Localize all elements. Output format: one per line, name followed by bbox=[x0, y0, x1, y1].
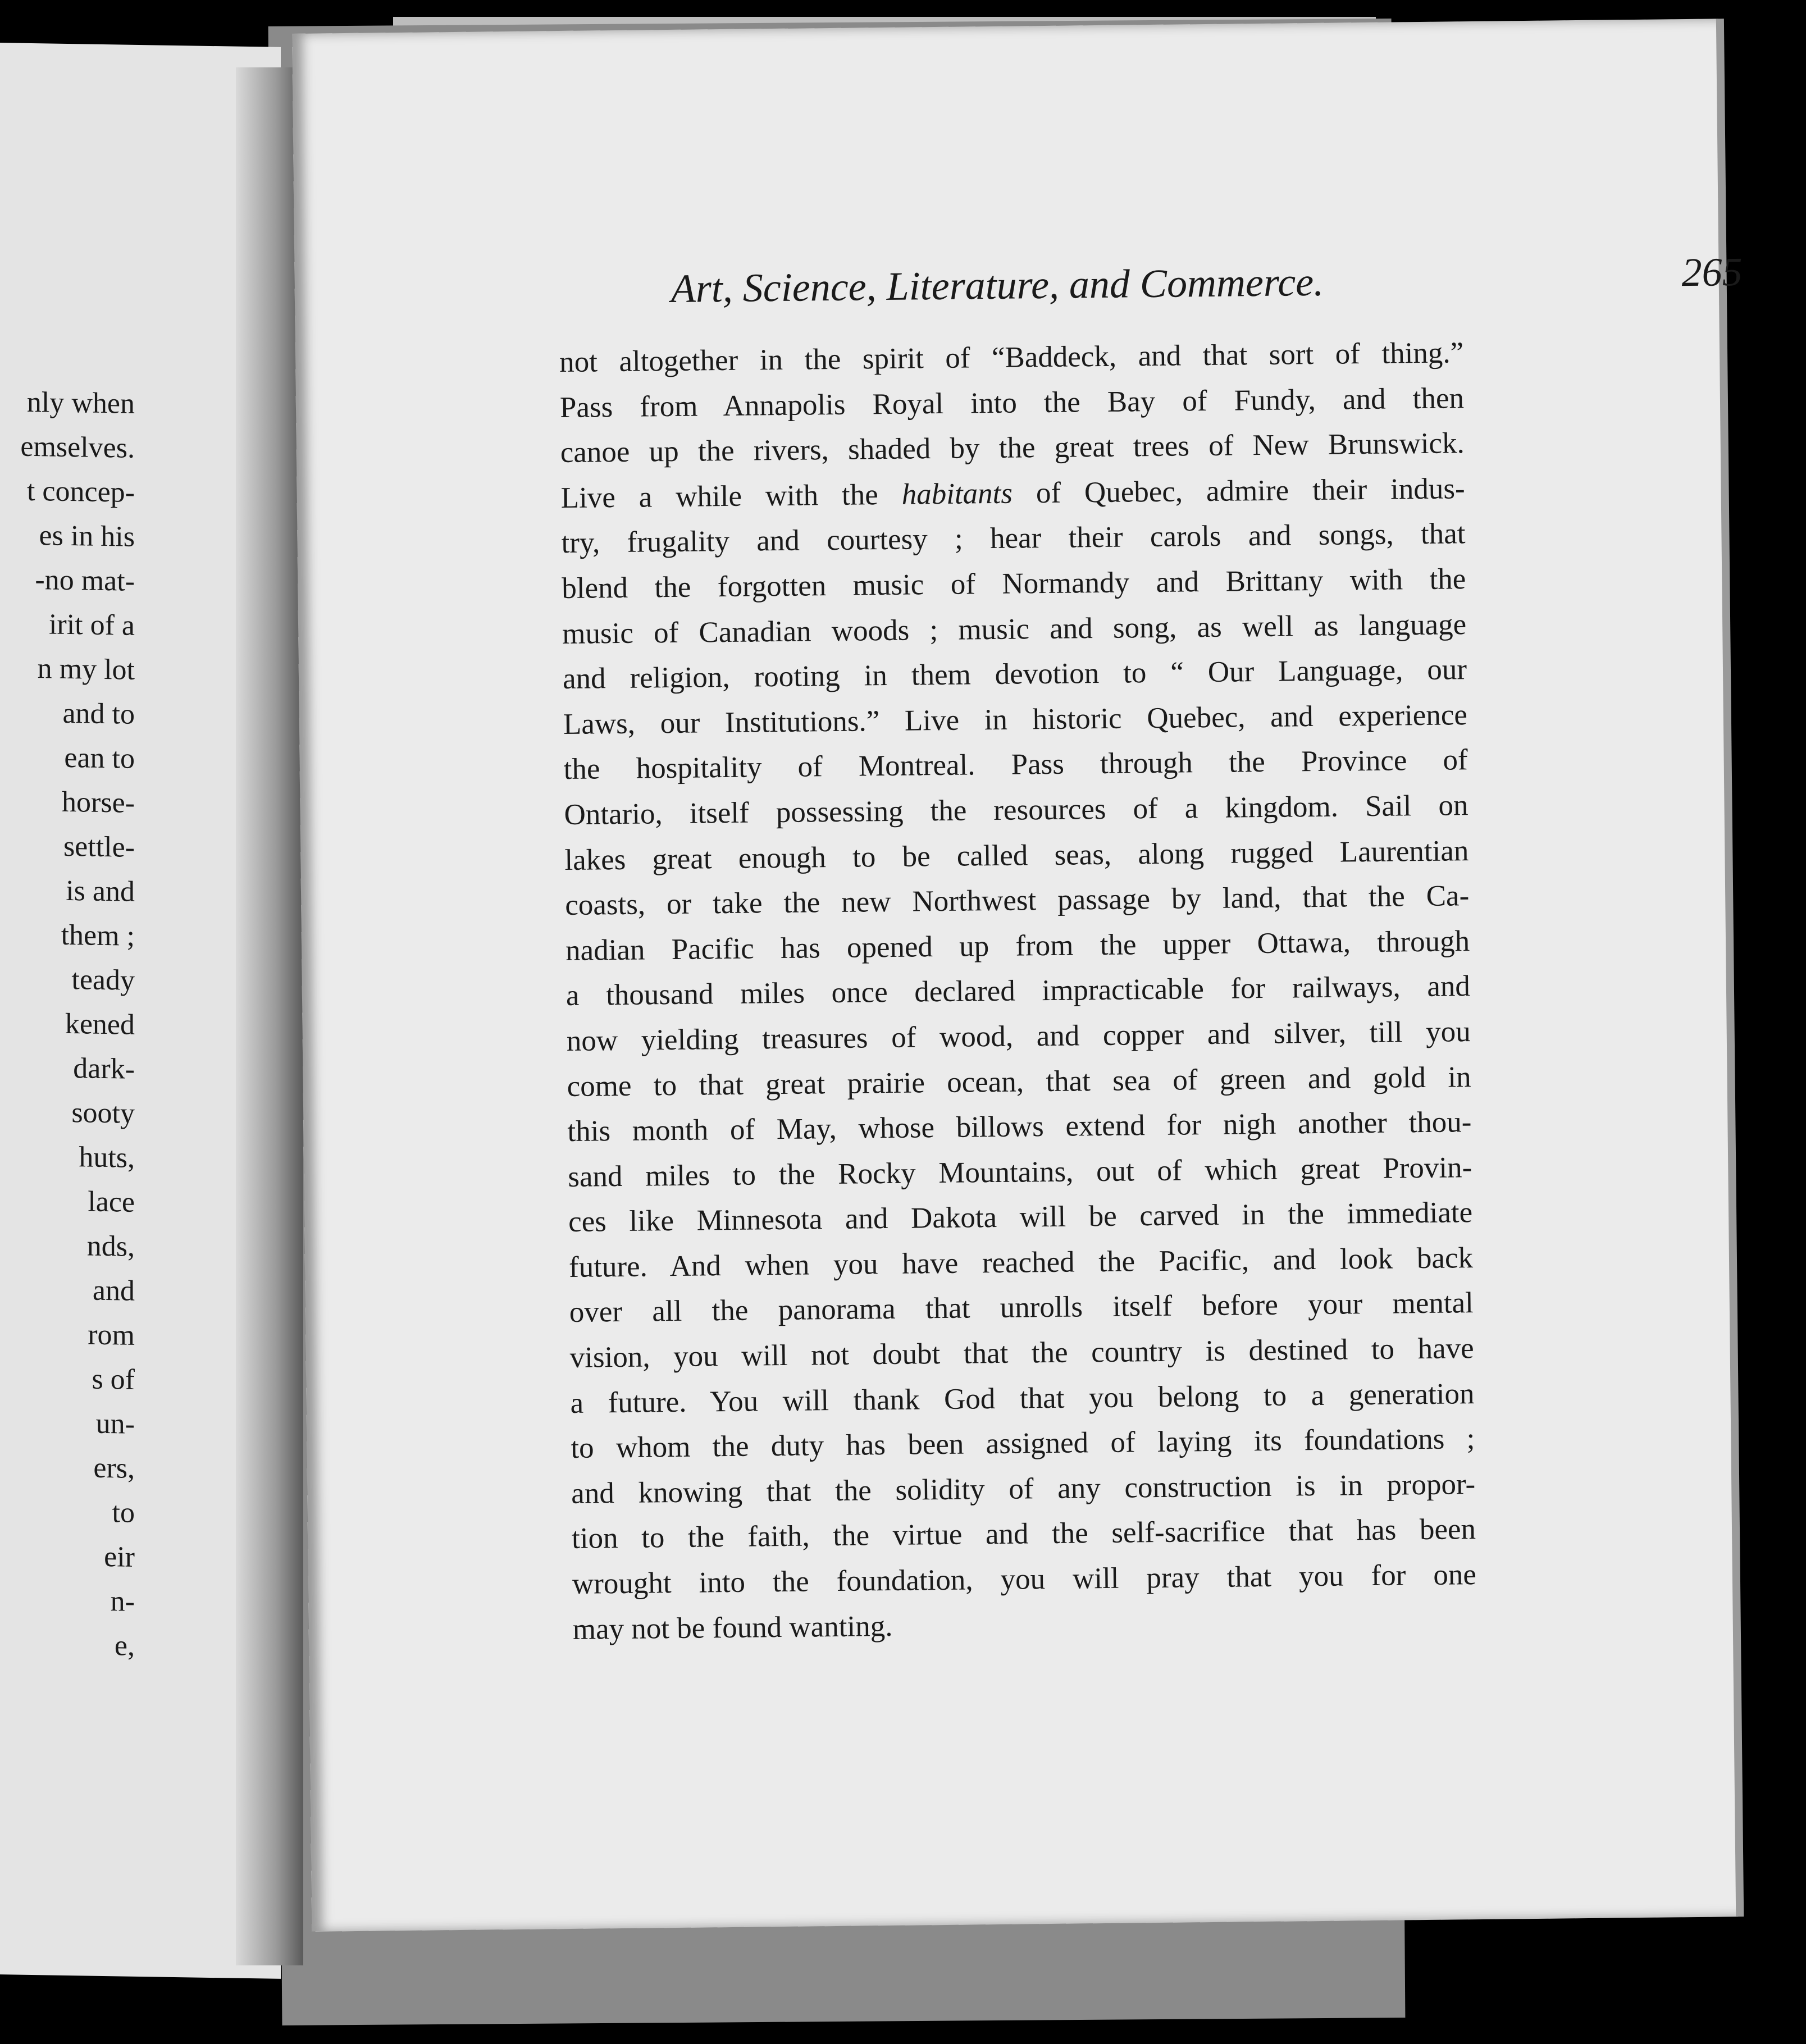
text-line: nadian Pacific has opened up from the upper Ottawa, through bbox=[565, 924, 1470, 967]
left-fragment: is and bbox=[66, 874, 135, 908]
left-fragment: e, bbox=[114, 1630, 135, 1662]
text-line: not altogether in the spirit of “Baddeck, and that sort of thing.” bbox=[559, 336, 1464, 379]
text-line: this month of May, whose billows extend for nigh another thou- bbox=[567, 1106, 1472, 1148]
left-fragment: nly when bbox=[26, 386, 135, 420]
text-line: try, frugality and courtesy ; hear their carols and songs, that bbox=[561, 517, 1466, 560]
left-fragment: un- bbox=[95, 1407, 135, 1440]
text-line: wrought into the foundation, you will pray that you for one bbox=[572, 1558, 1477, 1600]
right-page bbox=[292, 19, 1743, 1931]
text-run: Live a while with the bbox=[560, 478, 879, 514]
text-line: over all the panorama that unrolls itself before your mental bbox=[569, 1286, 1474, 1329]
left-page-text-fragments bbox=[0, 380, 135, 1668]
left-fragment: es in his bbox=[39, 519, 135, 553]
running-head bbox=[671, 249, 1743, 312]
text-line: a thousand miles once declared impracticable for railways, and bbox=[565, 970, 1471, 1012]
text-line: ces like Minnesota and Dakota will be carved in the immediate bbox=[568, 1196, 1473, 1239]
left-fragment: n my lot bbox=[37, 653, 135, 686]
left-fragment: kened bbox=[65, 1007, 135, 1041]
text-line: coasts, or take the new Northwest passage by land, that the Ca- bbox=[564, 879, 1470, 922]
left-fragment: nds, bbox=[86, 1230, 135, 1263]
italic-word: habitants bbox=[901, 477, 1013, 511]
text-line: tion to the faith, the virtue and the self-sacrifice that has been bbox=[571, 1513, 1476, 1555]
left-fragment: teady bbox=[71, 964, 135, 997]
left-fragment: ers, bbox=[93, 1452, 135, 1485]
left-fragment: and to bbox=[62, 697, 135, 731]
text-line: Ontario, itself possessing the resources of a kingdom. Sail on bbox=[564, 789, 1468, 831]
left-fragment: lace bbox=[88, 1185, 135, 1219]
text-line: a future. You will thank God that you belong to a generation bbox=[570, 1377, 1475, 1420]
text-line: Laws, our Institutions.” Live in historic Quebec, and experience bbox=[563, 698, 1468, 741]
text-run: of Quebec, admire their indus- bbox=[1036, 472, 1465, 509]
left-fragment: t concep- bbox=[26, 474, 135, 509]
left-fragment: them ; bbox=[61, 919, 135, 952]
text-line: sand miles to the Rocky Mountains, out of which great Provin- bbox=[568, 1151, 1472, 1193]
running-title: Art, Science, Literature, and Commerce. bbox=[671, 259, 1324, 311]
text-line: now yielding treasures of wood, and copper and silver, till you bbox=[566, 1015, 1471, 1057]
left-fragment: -no mat- bbox=[35, 564, 135, 597]
left-fragment: and bbox=[92, 1274, 135, 1307]
text-line: canoe up the rivers, shaded by the great trees of New Brunswick. bbox=[560, 427, 1465, 469]
left-fragment: n- bbox=[110, 1585, 135, 1618]
text-line: future. And when you have reached the Pacific, and look back bbox=[568, 1241, 1474, 1284]
text-line: to whom the duty has been assigned of laying its foundations ; bbox=[571, 1422, 1475, 1465]
left-fragment: huts, bbox=[79, 1141, 135, 1174]
left-fragment: emselves. bbox=[20, 430, 135, 464]
page-edge bbox=[1716, 19, 1744, 1917]
page-number: 265 bbox=[1681, 249, 1743, 295]
text-line: the hospitality of Montreal. Pass through the Province of bbox=[563, 743, 1468, 786]
left-fragment: sooty bbox=[71, 1097, 135, 1130]
text-line: come to that great prairie ocean, that sea of green and gold in bbox=[567, 1060, 1471, 1103]
left-fragment: to bbox=[112, 1496, 135, 1529]
text-line: vision, you will not doubt that the country is destined to have bbox=[569, 1332, 1474, 1375]
left-fragment: rom bbox=[88, 1318, 135, 1352]
text-line: lakes great enough to be called seas, along rugged Laurentian bbox=[564, 834, 1469, 877]
text-line: music of Canadian woods ; music and song, as well as language bbox=[562, 608, 1467, 650]
text-line: blend the forgotten music of Normandy and Brittany with the bbox=[562, 563, 1466, 605]
body-paragraph bbox=[559, 330, 1477, 1652]
text-line: and knowing that the solidity of any construction is in propor- bbox=[571, 1467, 1476, 1510]
left-fragment: horse- bbox=[62, 786, 135, 819]
left-fragment: settle- bbox=[63, 830, 135, 864]
left-fragment: ean to bbox=[64, 741, 135, 775]
left-fragment: dark- bbox=[73, 1052, 135, 1085]
text-line: and religion, rooting in them devotion to “ Our Language, our bbox=[562, 653, 1467, 696]
text-line: Pass from Annapolis Royal into the Bay of Fundy, and then bbox=[559, 381, 1465, 424]
left-fragment: irit of a bbox=[48, 608, 135, 642]
text-line: may not be found wanting. bbox=[572, 1609, 893, 1646]
left-fragment: s of bbox=[92, 1363, 135, 1396]
page-gutter-shadow bbox=[236, 67, 303, 1965]
left-fragment: eir bbox=[104, 1540, 135, 1573]
